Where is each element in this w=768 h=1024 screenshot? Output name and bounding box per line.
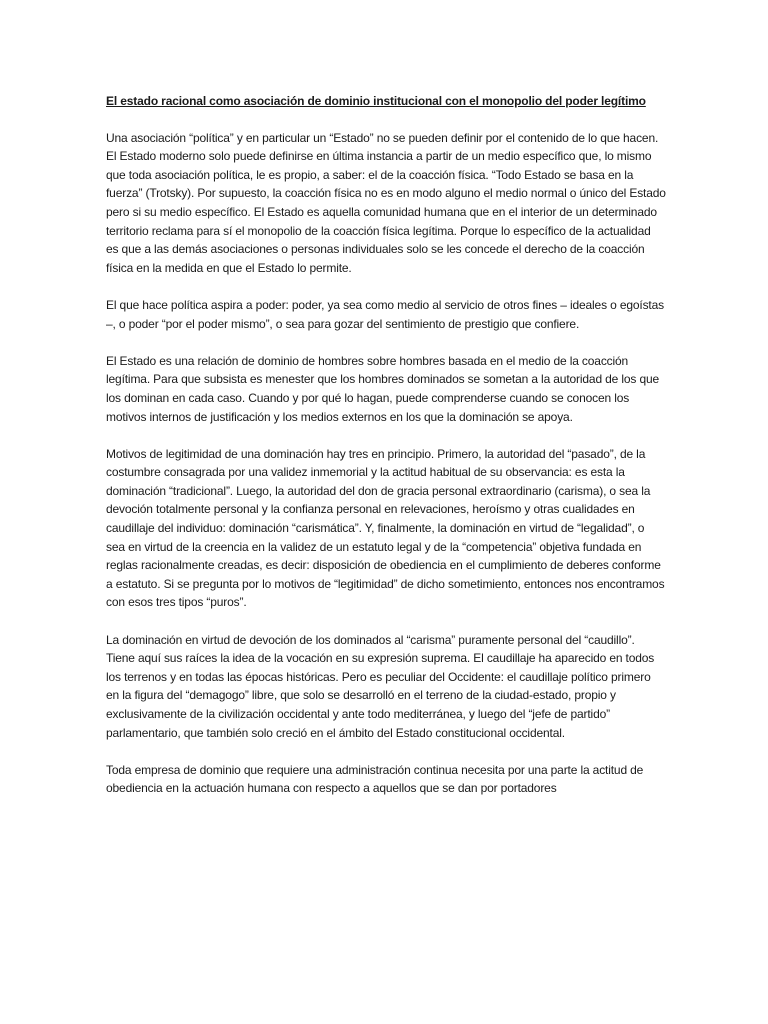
document-title: El estado racional como asociación de dominio institucional con el monopolio del poder legítimo bbox=[106, 94, 646, 108]
document-page bbox=[106, 92, 666, 817]
paragraph-carisma: La dominación en virtud de devoción de los dominados al “carisma” puramente personal del “caudillo”. Tiene aquí sus raíces la idea de la vocación en su expresión suprema. El caudillaje ha aparecido en todos los terrenos y en todas las épocas históricas. Pero es peculiar del Occidente: el caudillaje político primero en la figura del “demagogo” libre, que solo se desarrolló en el terreno de la ciudad-estado, propio y exclusivamente de la civilización occidental y ante todo mediterránea, y luego del “jefe de partido” parlamentario, que también solo creció en el ámbito del Estado constitucional occidental. bbox=[106, 632, 655, 740]
paragraph-administracion: Toda empresa de dominio que requiere una administración continua necesita por una parte la actitud de obediencia en la actuación humana con respecto a aquellos que se dan por portadores bbox=[106, 762, 644, 796]
paragraph-dominio: El Estado es una relación de dominio de hombres sobre hombres basada en el medio de la coacción legítima. Para que subsista es menester que los hombres dominados se sometan a la autoridad de los que los dominan en cada caso. Cuando y por qué lo hagan, puede comprenderse cuando se conocen los motivos internos de justificación y los medios externos en los que la dominación se apoya. bbox=[106, 353, 660, 424]
paragraph-monopolio: Una asociación “política” y en particular un “Estado” no se pueden definir por el contenido de lo que hacen. El Estado moderno solo puede definirse en última instancia a partir de un medio específico que, lo mismo que toda asociación política, le es propio, a saber: el de la coacción física. “Todo Estado se basa en la fuerza” (Trotsky). Por supuesto, la coacción física no es en modo alguno el medio normal o único del Estado pero si su medio específico. El Estado es aquella comunidad humana que en el interior de un determinado territorio reclama para sí el monopolio de la coacción física legítima. Porque lo específico de la actualidad es que a las demás asociaciones o personas individuales solo se les concede el derecho de la coacción física en la medida en que el Estado lo permite. bbox=[106, 130, 666, 275]
paragraph-poder: El que hace política aspira a poder: poder, ya sea como medio al servicio de otros fines – ideales o egoístas –, o poder “por el poder mismo”, o sea para gozar del sentimiento de prestigio que confiere. bbox=[106, 297, 664, 331]
paragraph-legitimidad: Motivos de legitimidad de una dominación hay tres en principio. Primero, la autoridad del “pasado”, de la costumbre consagrada por una validez inmemorial y la actitud habitual de su observancia: es esta la dominación “tradicional”. Luego, la autoridad del don de gracia personal extraordinario (carisma), o sea la devoción totalmente personal y la confianza personal en relevaciones, heroísmo y otras cualidades en caudillaje del individuo: dominación “carismática”. Y, finalmente, la dominación en virtud de “legalidad”, o sea en virtud de la creencia en la validez de un estatuto legal y de la “competencia” objetiva fundada en reglas racionalmente creadas, es decir: disposición de obediencia en el cumplimiento de deberes conforme a estatuto. Si se pregunta por lo motivos de “legitimidad” de dicho sometimiento, entonces nos encontramos con esos tres tipos “puros”. bbox=[106, 446, 665, 610]
